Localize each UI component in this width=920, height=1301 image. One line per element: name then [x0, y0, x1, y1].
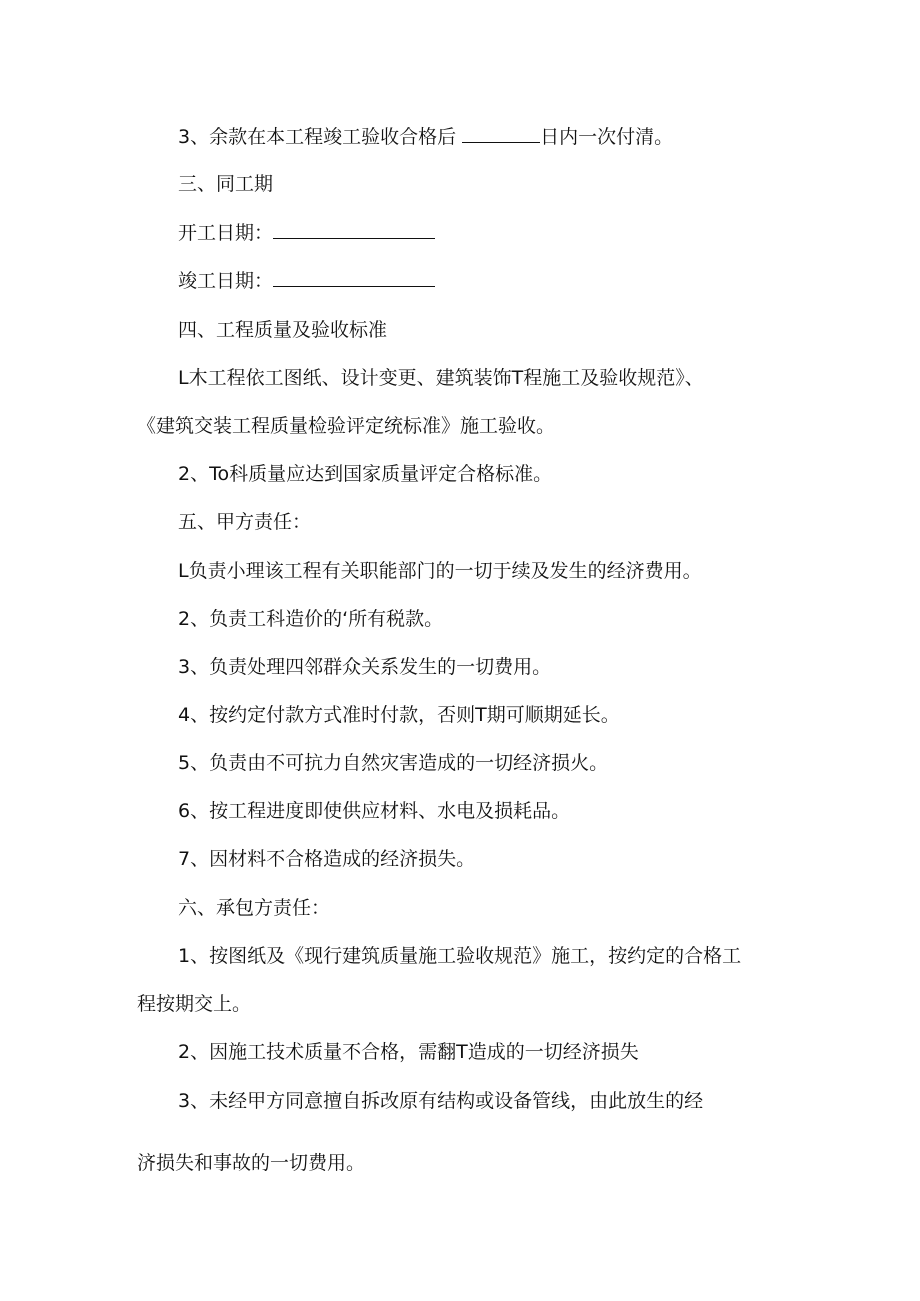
start-date-blank [273, 220, 435, 239]
start-date-label: 开工日期： [178, 222, 274, 244]
days-blank [462, 124, 540, 143]
section-6-item-3-line-2: 济损失和事故的一切费用。 [137, 1152, 366, 1174]
section-6-item-3-line-1: 3、未经甲方同意擅自拆改原有结构或设备管线，由此放生的经 [178, 1090, 704, 1112]
section-5-item: 2、负责工科造价的‘所有税款。 [178, 608, 444, 630]
payment-item-3-prefix: 3、余款在本工程竣工验收合格后 [178, 126, 457, 148]
end-date-line [178, 268, 435, 294]
payment-item-3-suffix: 日内一次付清。 [540, 126, 674, 148]
end-date-blank [273, 268, 435, 287]
section-5-item: 5、负责由不可抗力自然灾害造成的一切经济损火。 [178, 752, 609, 774]
section-5-item: 3、负责处理四邻群众关系发生的一切费用。 [178, 656, 552, 678]
section-6-heading: 六、承包方责任： [178, 897, 331, 919]
section-3-heading: 三、同工期 [178, 173, 274, 195]
section-5-heading: 五、甲方责任： [178, 511, 312, 533]
section-4-item-1-line-1: L木工程依工图纸、设计变更、建筑装饰T程施工及验收规范》、 [178, 367, 704, 389]
section-5-item: 4、按约定付款方式准时付款，否则T期可顺期延长。 [178, 704, 620, 726]
section-4-item-2: 2、To科质量应达到国家质量评定合格标准。 [178, 463, 553, 485]
section-5-item: 6、按工程进度即使供应材料、水电及损耗品。 [178, 800, 571, 822]
start-date-line [178, 220, 435, 246]
section-4-heading: 四、工程质量及验收标准 [178, 319, 388, 341]
section-5-item: 7、因材料不合格造成的经济损失。 [178, 848, 476, 870]
section-5-item: L负责小理该工程有关职能部门的一切于续及发生的经济费用。 [178, 560, 702, 582]
end-date-label: 竣工日期： [178, 270, 274, 292]
payment-item-3 [178, 124, 673, 150]
section-4-item-1-line-2: 《建筑交装工程质量检验评定统标准》施工验收。 [137, 415, 556, 437]
section-6-item-1-line-2: 程按期交上。 [137, 993, 252, 1015]
section-6-item-1-line-1: 1、按图纸及《现行建筑质量施工验收规范》施工，按约定的合格工 [178, 945, 742, 967]
section-6-item-2: 2、因施工技术质量不合格，需翻T造成的一切经济损失 [178, 1041, 639, 1063]
